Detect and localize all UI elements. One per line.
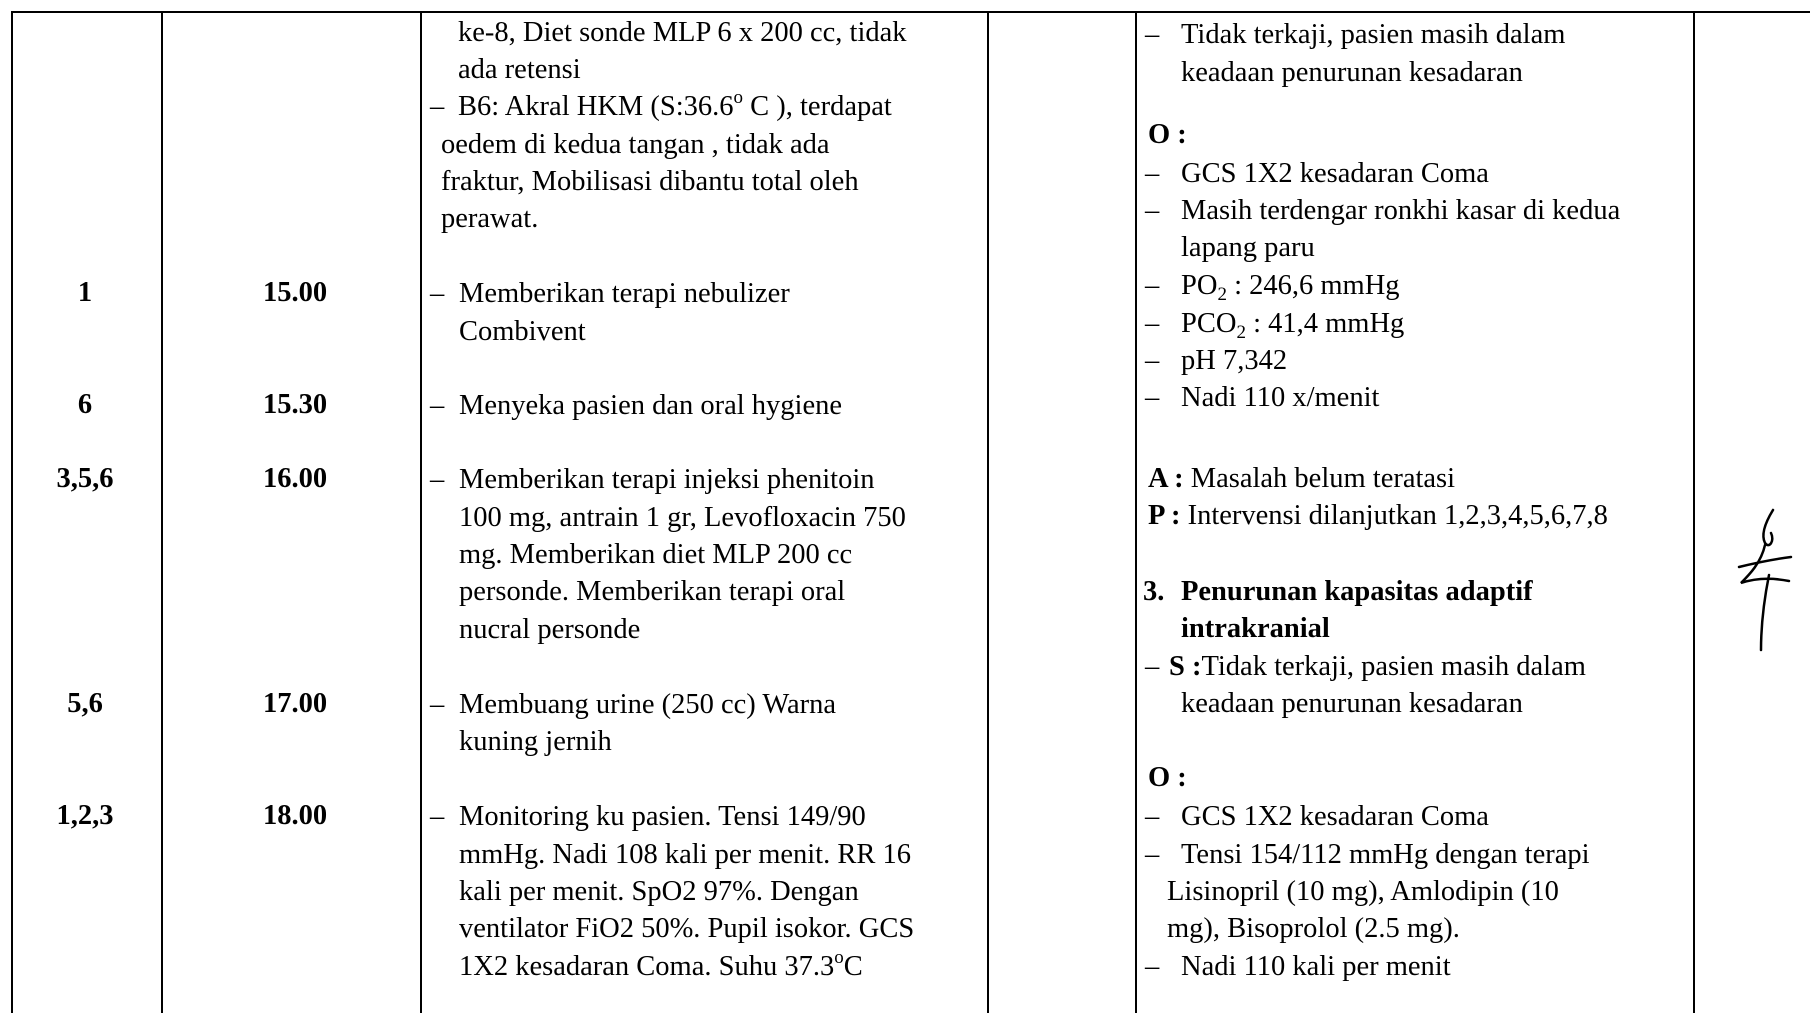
diagnosis-title: intrakranial	[1181, 613, 1330, 644]
evaluation-line: lapang paru	[1181, 232, 1315, 263]
bullet-dash: –	[1145, 382, 1160, 413]
time-cell: 18.00	[262, 800, 328, 831]
assessment-line: A : Masalah belum teratasi	[1148, 463, 1456, 494]
implementation-line: personde. Memberikan terapi oral	[459, 576, 846, 607]
evaluation-line: keadaan penurunan kesadaran	[1181, 688, 1523, 719]
bullet-dash: –	[430, 801, 445, 832]
implementation-line: oedem di kedua tangan , tidak ada	[441, 129, 830, 160]
bullet-dash: –	[1145, 839, 1160, 870]
evaluation-line: Tidak terkaji, pasien masih dalam	[1181, 19, 1566, 50]
evaluation-line: Nadi 110 x/menit	[1181, 382, 1380, 413]
bullet-dash: –	[1145, 270, 1160, 301]
bullet-dash: –	[430, 464, 445, 495]
implementation-line: perawat.	[441, 203, 539, 234]
evaluation-line: GCS 1X2 kesadaran Coma	[1181, 801, 1489, 832]
implementation-line: 1X2 kesadaran Coma. Suhu 37.3$^o$C	[459, 947, 863, 982]
implementation-line: mg. Memberikan diet MLP 200 cc	[459, 539, 853, 570]
implementation-line: Memberikan terapi nebulizer	[459, 278, 790, 309]
column-divider	[11, 11, 13, 1013]
evaluation-line: Nadi 110 kali per menit	[1181, 951, 1451, 982]
implementation-line: Combivent	[459, 316, 586, 347]
diagnosis-number: 6	[77, 389, 93, 420]
diagnosis-number: 5,6	[67, 688, 103, 719]
implementation-line: kali per menit. SpO2 97%. Dengan	[459, 876, 859, 907]
evaluation-line: mg), Bisoprolol (2.5 mg).	[1167, 913, 1460, 944]
column-divider	[1135, 11, 1137, 1013]
implementation-line: ada retensi	[458, 54, 581, 85]
evaluation-line: S :Tidak terkaji, pasien masih dalam	[1169, 651, 1586, 682]
evaluation-line: Masih terdengar ronkhi kasar di kedua	[1181, 195, 1621, 226]
handwritten-signature	[1735, 505, 1795, 655]
implementation-line: Monitoring ku pasien. Tensi 149/90	[459, 801, 866, 832]
implementation-line: ke-8, Diet sonde MLP 6 x 200 cc, tidak	[458, 17, 907, 48]
time-cell: 15.00	[262, 277, 328, 308]
plan-line: P : Intervensi dilanjutkan 1,2,3,4,5,6,7,8	[1148, 500, 1608, 531]
diagnosis-number-label: 3.	[1143, 576, 1165, 607]
column-divider	[161, 11, 163, 1013]
bullet-dash: –	[1145, 801, 1160, 832]
diagnosis-number: 3,5,6	[56, 463, 114, 494]
implementation-line: mmHg. Nadi 108 kali per menit. RR 16	[459, 839, 911, 870]
evaluation-line: $PCO_2$ : 41,4 mmHg	[1181, 308, 1405, 343]
implementation-line: Memberikan terapi injeksi phenitoin	[459, 464, 875, 495]
evaluation-line: Tensi 154/112 mmHg dengan terapi	[1181, 839, 1590, 870]
bullet-dash: –	[1145, 951, 1160, 982]
implementation-line: Menyeka pasien dan oral hygiene	[459, 390, 843, 421]
implementation-line: 100 mg, antrain 1 gr, Levofloxacin 750	[459, 502, 906, 533]
evaluation-line: Lisinopril (10 mg), Amlodipin (10	[1167, 876, 1559, 907]
bullet-dash: –	[430, 278, 445, 309]
column-divider	[1693, 11, 1695, 1013]
bullet-dash: –	[1145, 308, 1160, 339]
time-cell: 15.30	[262, 389, 328, 420]
table-top-border	[11, 11, 1810, 13]
objective-label: O :	[1148, 119, 1187, 150]
implementation-line: ventilator FiO2 50%. Pupil isokor. GCS	[459, 913, 915, 944]
objective-label: O :	[1148, 762, 1187, 793]
evaluation-line: keadaan penurunan kesadaran	[1181, 57, 1523, 88]
bullet-dash: –	[430, 689, 445, 720]
evaluation-line: $PO_2$ : 246,6 mmHg	[1181, 270, 1400, 305]
implementation-line: kuning jernih	[459, 726, 612, 757]
diagnosis-number: 1,2,3	[56, 800, 114, 831]
implementation-line: B6: Akral HKM (S:36.6$^o$ C ), terdapat	[458, 87, 892, 122]
diagnosis-number: 1	[77, 277, 93, 308]
diagnosis-title: Penurunan kapasitas adaptif	[1181, 576, 1533, 607]
column-divider	[420, 11, 422, 1013]
bullet-dash: –	[1145, 651, 1160, 682]
time-cell: 17.00	[262, 688, 328, 719]
bullet-dash: –	[1145, 19, 1160, 50]
bullet-dash: –	[1145, 345, 1160, 376]
bullet-dash: –	[430, 91, 445, 122]
bullet-dash: –	[430, 390, 445, 421]
time-cell: 16.00	[262, 463, 328, 494]
evaluation-line: GCS 1X2 kesadaran Coma	[1181, 158, 1489, 189]
column-divider	[987, 11, 989, 1013]
bullet-dash: –	[1145, 158, 1160, 189]
bullet-dash: –	[1145, 195, 1160, 226]
implementation-line: Membuang urine (250 cc) Warna	[459, 689, 837, 720]
evaluation-line: pH 7,342	[1181, 345, 1288, 376]
implementation-line: fraktur, Mobilisasi dibantu total oleh	[441, 166, 859, 197]
implementation-line: nucral personde	[459, 614, 641, 645]
